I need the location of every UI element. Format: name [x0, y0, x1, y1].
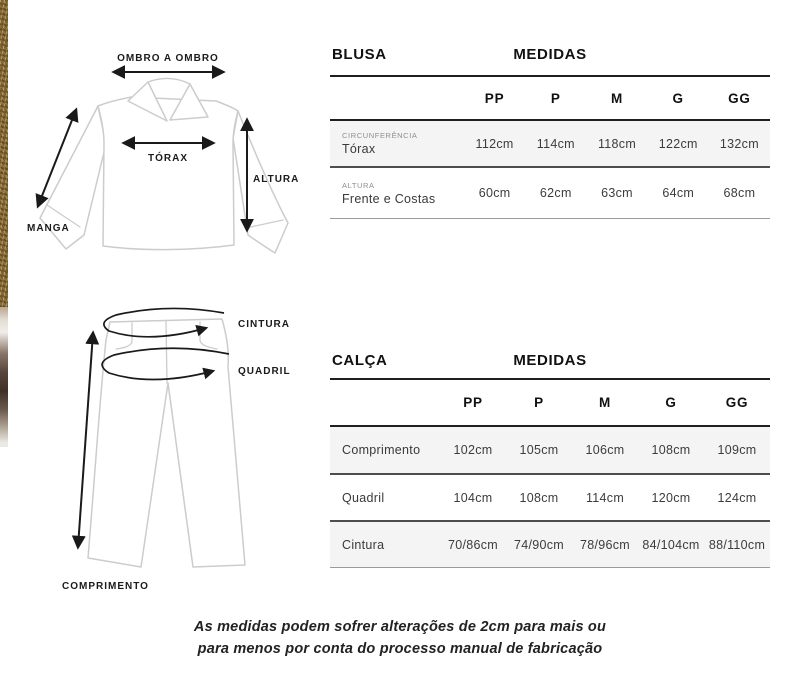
- table-cell: 106cm: [585, 443, 625, 457]
- row-label: Comprimento: [342, 443, 421, 457]
- table-cell: 108cm: [651, 443, 691, 457]
- table-cell: 114cm: [536, 136, 575, 151]
- hip-label: QUADRIL: [238, 366, 291, 377]
- table-row-torax: [330, 121, 770, 168]
- calca-size-table: [330, 348, 770, 568]
- cork-texture-sliver: [0, 0, 8, 307]
- table-cell: 112cm: [475, 136, 514, 151]
- disclaimer-line-2: para menos por conta do processo manual de fabricação: [197, 641, 603, 657]
- length-label: COMPRIMENTO: [62, 581, 149, 592]
- adjacent-image-sliver: [0, 0, 8, 447]
- size-column-header: GG: [728, 90, 751, 106]
- size-column-header: P: [534, 395, 544, 410]
- row-label-cell: [330, 131, 464, 156]
- table-row-comprimento: [330, 427, 770, 475]
- photo-sliver: [0, 307, 8, 447]
- table-row-quadril: [330, 475, 770, 522]
- shirt-collar-back: [148, 78, 190, 84]
- chest-label: TÓRAX: [148, 153, 188, 164]
- table-cell: 124cm: [717, 490, 757, 505]
- row-label-cell: [330, 181, 464, 206]
- blusa-title: BLUSA: [332, 46, 387, 63]
- waist-label: CINTURA: [238, 319, 290, 330]
- blusa-size-table: [330, 42, 770, 219]
- table-cell: 114cm: [585, 490, 625, 505]
- blusa-measures-heading: MEDIDAS: [513, 46, 587, 63]
- table-cell: 70/86cm: [447, 537, 499, 552]
- table-cell: 68cm: [723, 186, 756, 200]
- table-cell: 132cm: [719, 136, 759, 151]
- size-column-header: P: [550, 90, 561, 106]
- table-cell: 84/104cm: [642, 537, 700, 552]
- size-column-header: M: [598, 395, 612, 410]
- table-cell: 74/90cm: [513, 537, 565, 552]
- disclaimer-note: [0, 616, 800, 660]
- table-row-altura: [330, 168, 770, 219]
- table-cell: 63cm: [601, 186, 633, 200]
- calca-measures-heading: MEDIDAS: [513, 352, 587, 369]
- shirt-body: [98, 97, 238, 250]
- table-cell: 108cm: [519, 490, 559, 505]
- size-column-header: PP: [463, 395, 483, 410]
- row-label: Tórax: [342, 142, 376, 156]
- table-cell: 60cm: [478, 186, 511, 200]
- table-cell: 120cm: [651, 490, 691, 505]
- table-cell: 64cm: [662, 186, 695, 200]
- row-category: ALTURA: [342, 180, 375, 190]
- table-cell: 118cm: [597, 136, 637, 151]
- row-label: Frente e Costas: [342, 191, 436, 206]
- row-label: Cintura: [342, 537, 385, 552]
- shoulder-label: OMBRO A OMBRO: [117, 53, 219, 64]
- sleeve-label: MANGA: [27, 223, 70, 234]
- height-label: ALTURA: [253, 174, 300, 185]
- calca-titlebar: [330, 348, 770, 380]
- size-column-header: G: [665, 395, 677, 410]
- size-column-header: G: [672, 90, 684, 106]
- table-cell: 109cm: [717, 443, 757, 457]
- blusa-size-header-row: [330, 77, 770, 121]
- table-cell: 105cm: [519, 443, 559, 457]
- table-cell: 88/110cm: [708, 537, 766, 552]
- table-cell: 78/96cm: [579, 537, 631, 552]
- row-category: CIRCUNFERÊNCIA: [342, 131, 418, 140]
- size-column-header: M: [610, 90, 624, 106]
- table-row-cintura: [330, 522, 770, 568]
- blusa-titlebar: [330, 42, 770, 77]
- disclaimer-line-1: As medidas podem sofrer alterações de 2cm para mais ou: [193, 619, 607, 635]
- pants-measurement-diagram: [10, 295, 310, 595]
- table-cell: 62cm: [539, 186, 572, 200]
- row-label: Quadril: [342, 490, 385, 505]
- table-cell: 122cm: [658, 136, 698, 151]
- calca-size-header-row: [330, 380, 770, 427]
- shirt-measurement-diagram: [20, 5, 320, 285]
- calca-title: CALÇA: [332, 352, 388, 369]
- size-column-header: PP: [484, 90, 505, 106]
- table-cell: 102cm: [453, 443, 493, 457]
- size-column-header: GG: [725, 395, 749, 410]
- table-cell: 104cm: [453, 490, 493, 505]
